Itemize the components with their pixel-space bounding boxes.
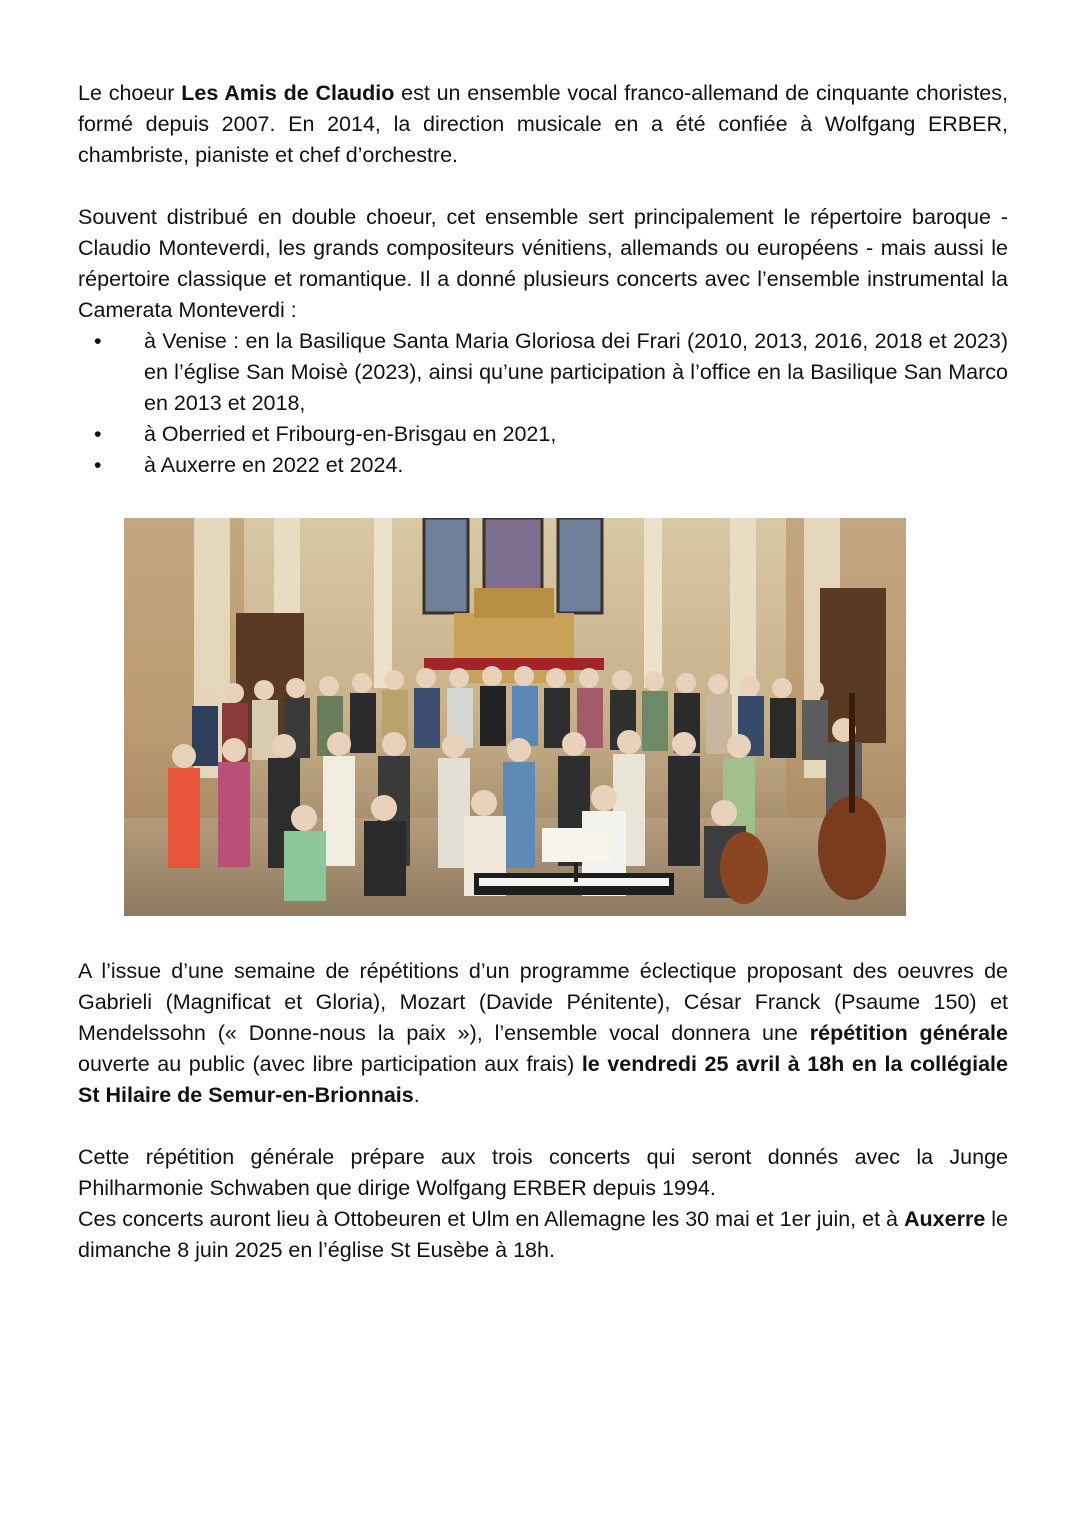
venue-text: à Auxerre en 2022 et 2024.	[144, 453, 404, 477]
concerts-line-2	[78, 1204, 1008, 1266]
venue-item	[78, 450, 1008, 481]
ensemble-name: Les Amis de Claudio	[181, 81, 395, 105]
repertoire-paragraph: Souvent distribué en double choeur, cet ensemble sert principalement le répertoire baroque - Claudio Monteverdi, les grands compositeurs vénitiens, allemands ou européens - mais aussi le répertoire classique et romantique. Il a donné plusieurs concerts avec l’ensemble instrumental la Camerata Monteverdi :	[78, 205, 1008, 322]
choir-photo	[124, 518, 906, 916]
venue-list	[78, 326, 1008, 481]
rehearsal-text-1: A l’issue d’une semaine de répétitions d’un programme éclectique proposant des oeuvres de Gabrieli (Magnificat et Gloria), Mozart (Davide Pénitente), César Franck (Psaume 150) et Mendelssohn (« Donne-nous la paix »), l’ensemble vocal donnera une	[78, 959, 1008, 1045]
rehearsal-date-venue: le vendredi 25 avril à 18h en la collégiale St Hilaire de Semur-en-Brionnais	[78, 1052, 1008, 1107]
intro-prefix: Le choeur	[78, 81, 182, 105]
concert-city-auxerre: Auxerre	[904, 1207, 986, 1231]
rehearsal-text-2: ouverte au public (avec libre participation aux frais)	[78, 1052, 582, 1076]
paragraph-spacer	[78, 171, 1008, 202]
rehearsal-text-3: .	[413, 1083, 420, 1107]
paragraph-spacer	[78, 1111, 1008, 1142]
bullet-icon: •	[94, 453, 102, 477]
concerts-line-1: Cette répétition générale prépare aux trois concerts qui seront donnés avec la Junge Philharmonie Schwaben que dirige Wolfgang ERBER depuis 1994.	[78, 1145, 1008, 1200]
intro-paragraph	[78, 78, 1008, 171]
venue-item	[78, 326, 1008, 419]
venue-item	[78, 419, 1008, 450]
venue-text: à Venise : en la Basilique Santa Maria Gloriosa dei Frari (2010, 2013, 2016, 2018 et 2023) en l’église San Moisè (2023), ainsi qu’une participation à l’office en la Basilique San Marco en 2013 et 2018,	[144, 329, 1008, 415]
rehearsal-paragraph	[78, 956, 1008, 1111]
bullet-icon: •	[94, 329, 102, 353]
intro-rest: est un ensemble vocal franco-allemand de cinquante choristes, formé depuis 2007. En 2014, la direction musicale en a été confiée à Wolfgang ERBER, chambriste, pianiste et chef d’orchestre.	[78, 81, 1008, 167]
concerts-text-1: Ces concerts auront lieu à Ottobeuren et Ulm en Allemagne les 30 mai et 1er juin, et à	[78, 1207, 905, 1231]
choir-group-photo-icon	[124, 518, 906, 916]
concerts-text-2: le dimanche 8 juin 2025 en l’église St Eusèbe à 18h.	[78, 1207, 1008, 1262]
rehearsal-highlight: répétition générale	[809, 1021, 1008, 1045]
document-page	[78, 78, 1008, 1266]
venue-text: à Oberried et Fribourg-en-Brisgau en 2021,	[144, 422, 557, 446]
bullet-icon: •	[94, 422, 102, 446]
